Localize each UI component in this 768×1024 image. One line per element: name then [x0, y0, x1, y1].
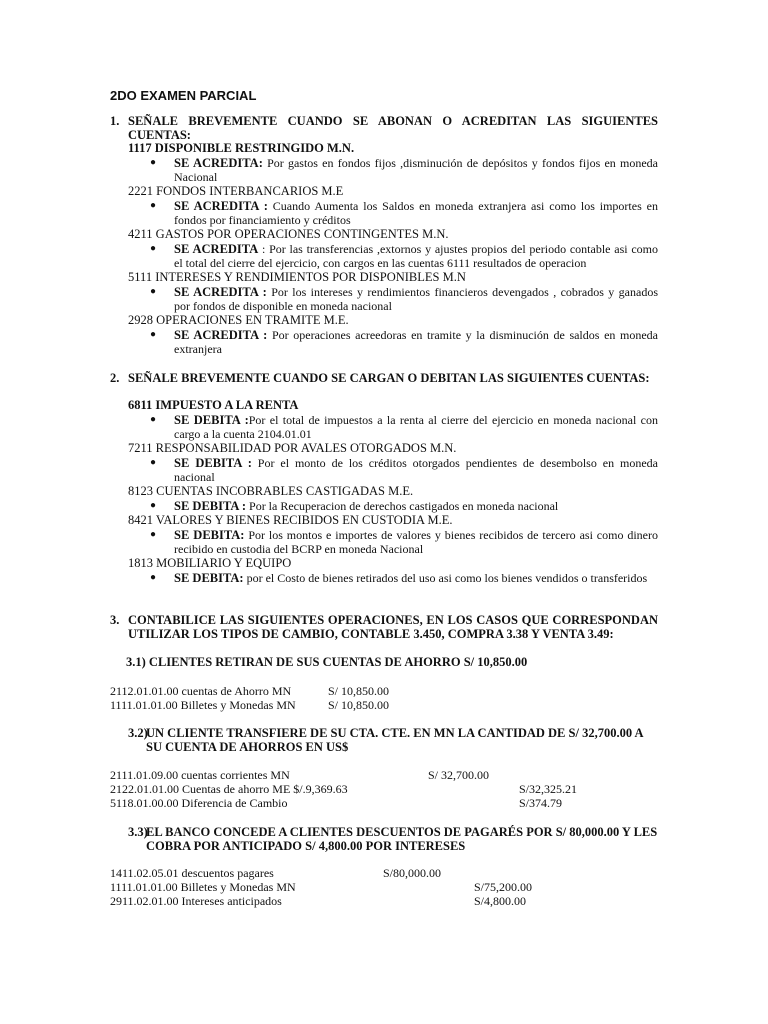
- question-3: [110, 613, 658, 641]
- entry-label: SE ACREDITA :: [174, 199, 268, 213]
- entry-description: por el Costo de bienes retirados del uso asi como los bienes vendidos o transferidos: [243, 571, 648, 585]
- case-text: UN CLIENTE TRANSFIERE DE SU CTA. CTE. EN MN LA CANTIDAD DE S/ 32,700.00 A SU CUENTA DE AHORROS EN US$: [146, 726, 643, 754]
- entry-description: : Por las transferencias ,extornos y ajustes propios del periodo contable asi como el total del cierre del ejercicio, con cargos en las cuentas 6111 resultados de operacion: [174, 242, 658, 270]
- page-title: 2DO EXAMEN PARCIAL: [110, 88, 257, 103]
- entry-debit: S/ 10,850.00: [328, 684, 390, 698]
- entry-account: 1411.02.05.01 descuentos pagares: [110, 866, 274, 880]
- account-heading: 8123 CUENTAS INCOBRABLES CASTIGADAS M.E.: [128, 484, 414, 498]
- bullet-icon: ●: [150, 157, 157, 168]
- entry-account: 1111.01.01.00 Billetes y Monedas MN: [110, 698, 296, 712]
- entry-label: SE ACREDITA :: [174, 328, 268, 342]
- entry-debit: S/ 32,700.00: [428, 768, 490, 782]
- case-number: 3.1): [126, 655, 146, 669]
- entry-credit: S/75,200.00: [474, 880, 533, 894]
- question-1: [110, 114, 658, 142]
- entry-debit: S/ 10,850.00: [328, 698, 390, 712]
- entry-label: SE DEBITA:: [174, 571, 244, 585]
- entry-description: Por los intereses y rendimientos financieros devengados , cobrados y ganados por fondos de disponible en moneda nacional: [174, 285, 658, 313]
- bullet-icon: ●: [150, 529, 157, 540]
- list-item: [150, 285, 658, 313]
- list-item: [150, 456, 658, 484]
- bullet-icon: ●: [150, 572, 157, 583]
- entry-account: 2911.02.01.00 Intereses anticipados: [110, 894, 282, 908]
- entry-description: Por los montos e importes de valores y bienes recibidos de tercero asi como dinero recibido en custodia del BCRP en moneda Nacional: [174, 528, 658, 556]
- case-number: 3.2): [128, 726, 148, 740]
- account-heading: 7211 RESPONSABILIDAD POR AVALES OTORGADOS M.N.: [128, 441, 457, 455]
- entry-label: SE ACREDITA :: [174, 285, 267, 299]
- list-item: [150, 528, 658, 556]
- list-item: [150, 413, 658, 441]
- entry-label: SE ACREDITA: [174, 242, 259, 256]
- entry-description: Por operaciones acreedoras en tramite y la disminución de saldos en moneda extranjera: [174, 328, 658, 356]
- entry-description: Cuando Aumenta los Saldos en moneda extranjera asi como los importes en fondos por financiamiento y créditos: [174, 199, 658, 227]
- bullet-icon: ●: [150, 457, 157, 468]
- entry-account: 1111.01.01.00 Billetes y Monedas MN: [110, 880, 296, 894]
- list-item: [150, 156, 658, 184]
- question-text: SEÑALE BREVEMENTE CUANDO SE ABONAN O ACREDITAN LAS SIGUIENTES CUENTAS:: [128, 114, 658, 142]
- entry-label: SE ACREDITA:: [174, 156, 263, 170]
- entry-label: SE DEBITA :: [174, 499, 247, 513]
- bullet-icon: ●: [150, 286, 157, 297]
- case-heading: [128, 825, 658, 853]
- entry-description: Por el total de impuestos a la renta al cierre del ejercicio en moneda nacional con cargo a la cuenta 2104.01.01: [174, 413, 659, 441]
- question-text: SEÑALE BREVEMENTE CUANDO SE CARGAN O DEBITAN LAS SIGUIENTES CUENTAS:: [128, 371, 650, 385]
- case-number: 3.3): [128, 825, 148, 839]
- account-heading: 1813 MOBILIARIO Y EQUIPO: [128, 556, 292, 570]
- list-item: [150, 199, 658, 227]
- list-item: [150, 499, 658, 513]
- bullet-icon: ●: [150, 500, 157, 511]
- case-heading: [126, 655, 527, 669]
- entry-description: Por el monto de los créditos otorgados pendientes de desembolso en moneda nacional: [174, 456, 659, 484]
- question-2: [110, 371, 658, 385]
- entry-credit: S/32,325.21: [519, 782, 578, 796]
- entry-debit: S/80,000.00: [383, 866, 442, 880]
- case-heading: [128, 726, 658, 754]
- entry-label: SE DEBITA :: [174, 456, 252, 470]
- entry-credit: S/4,800.00: [474, 894, 527, 908]
- entry-account: 2122.01.01.00 Cuentas de ahorro ME $/.9,369.63: [110, 782, 348, 796]
- entry-account: 5118.01.00.00 Diferencia de Cambio: [110, 796, 288, 810]
- account-heading: 6811 IMPUESTO A LA RENTA: [128, 398, 299, 412]
- question-text: CONTABILICE LAS SIGUIENTES OPERACIONES, EN LOS CASOS QUE CORRESPONDAN UTILIZAR LOS TIPOS DE CAMBIO, CONTABLE 3.450, COMPRA 3.38 Y VENTA 3.49:: [128, 613, 658, 641]
- account-heading: 5111 INTERESES Y RENDIMIENTOS POR DISPONIBLES M.N: [128, 270, 466, 284]
- question-number: 3.: [110, 613, 120, 627]
- entry-label: SE DEBITA:: [174, 528, 245, 542]
- account-heading: 4211 GASTOS POR OPERACIONES CONTINGENTES M.N.: [128, 227, 449, 241]
- bullet-icon: ●: [150, 414, 157, 425]
- list-item: [150, 571, 658, 585]
- case-text: CLIENTES RETIRAN DE SUS CUENTAS DE AHORRO S/ 10,850.00: [148, 655, 528, 669]
- bullet-icon: ●: [150, 200, 157, 211]
- account-heading: 1117 DISPONIBLE RESTRINGIDO M.N.: [128, 141, 355, 155]
- question-number: 2.: [110, 371, 120, 385]
- account-heading: 2221 FONDOS INTERBANCARIOS M.E: [128, 184, 344, 198]
- account-heading: 8421 VALORES Y BIENES RECIBIDOS EN CUSTODIA M.E.: [128, 513, 453, 527]
- case-text: EL BANCO CONCEDE A CLIENTES DESCUENTOS DE PAGARÉS POR S/ 80,000.00 Y LES COBRA POR ANTICIPADO S/ 4,800.00 POR INTERESES: [146, 825, 658, 853]
- account-heading: 2928 OPERACIONES EN TRAMITE M.E.: [128, 313, 349, 327]
- bullet-icon: ●: [150, 329, 157, 340]
- list-item: [150, 328, 658, 356]
- list-item: [150, 242, 658, 270]
- question-number: 1.: [110, 114, 120, 128]
- entry-credit: S/374.79: [519, 796, 563, 810]
- entry-description: Por gastos en fondos fijos ,disminución de depósitos y fondos fijos en moneda Nacional: [174, 156, 658, 184]
- bullet-icon: ●: [150, 243, 157, 254]
- entry-description: Por la Recuperacion de derechos castigados en moneda nacional: [246, 499, 559, 513]
- entry-account: 2111.01.09.00 cuentas corrientes MN: [110, 768, 290, 782]
- entry-label: SE DEBITA :: [174, 413, 249, 427]
- entry-account: 2112.01.01.00 cuentas de Ahorro MN: [110, 684, 292, 698]
